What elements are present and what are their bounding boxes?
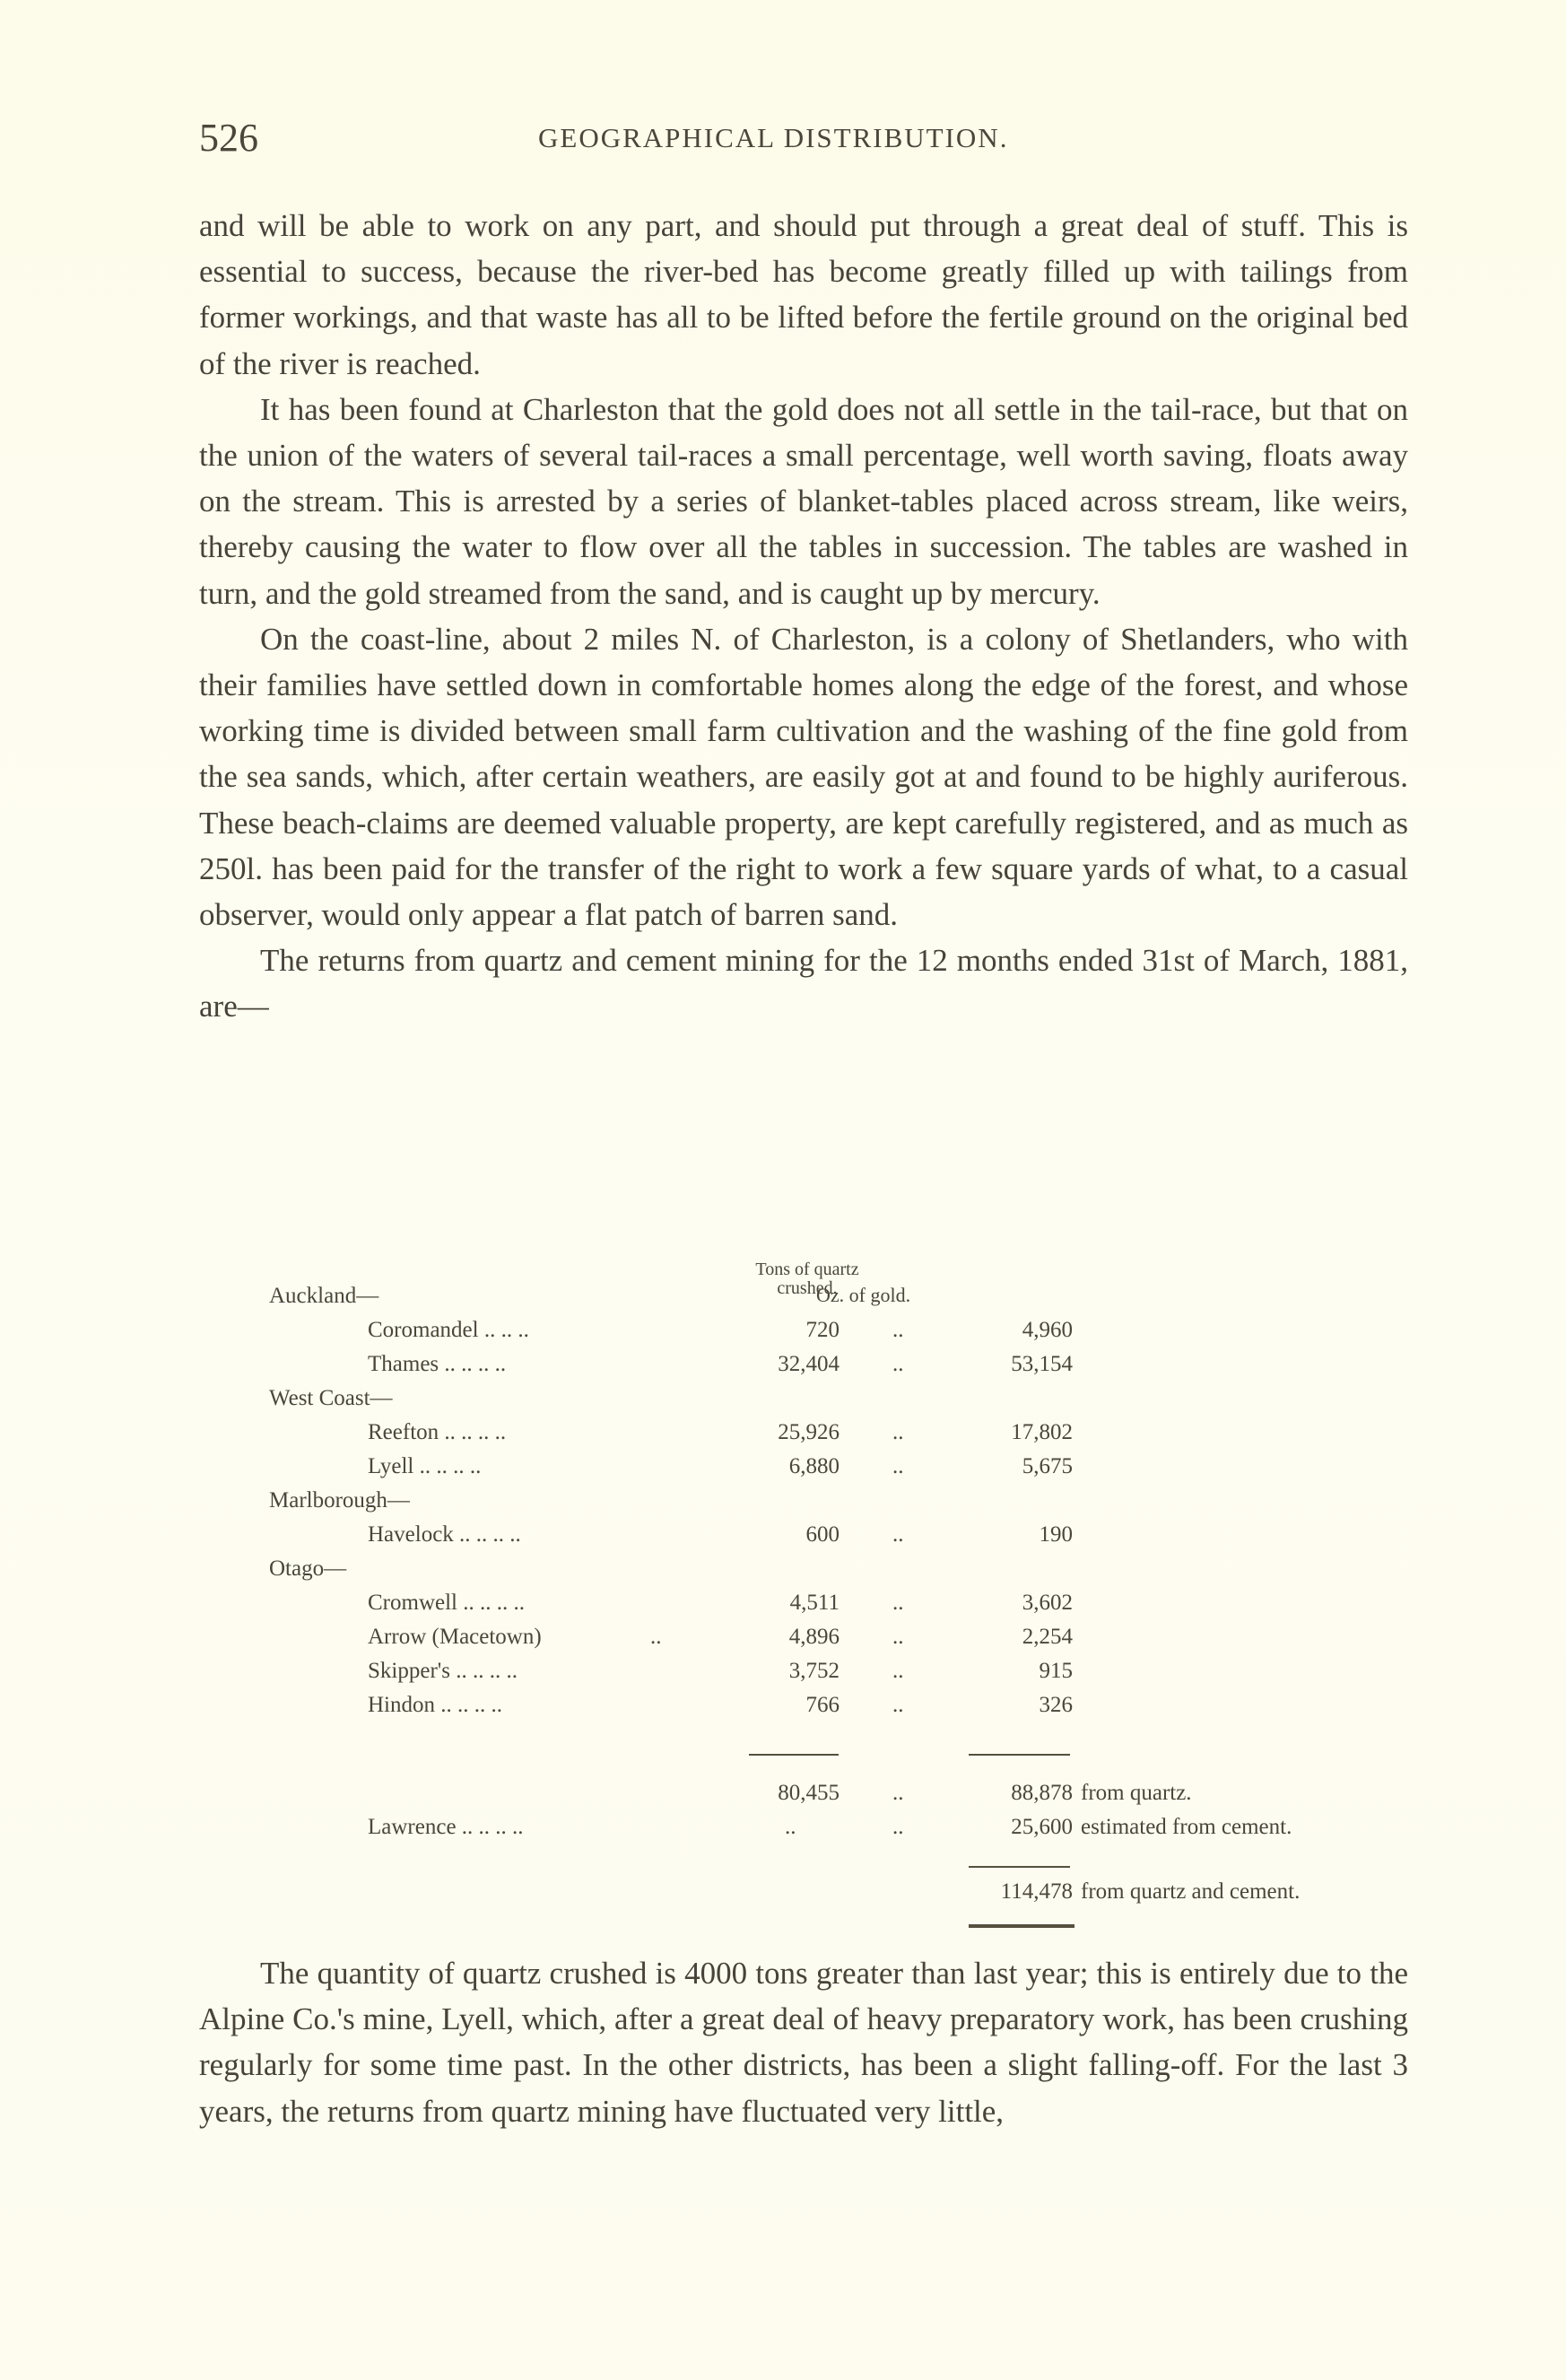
oz-value: 915 (1039, 1659, 1073, 1683)
paragraph-quantity-crushed: The quantity of quartz crushed is 4000 tons greater than last year; this is entirely due to the Alpine Co.'s mine, Lyell, which, after a great deal of heavy preparatory work, has been crushing regularly for some time past. In the other districts, has been a slight falling-off. For the last 3 years, the returns from quartz mining have fluctuated very little, (199, 1956, 1408, 2129)
tons-value: 4,896 (788, 1625, 840, 1649)
group-label: West Coast— (269, 1386, 393, 1410)
table-row (269, 1352, 1435, 1384)
oz-value: 2,254 (1022, 1625, 1073, 1649)
page-number: 526 (199, 116, 258, 160)
tons-value: 6,880 (788, 1454, 840, 1478)
lawrence-note: estimated from cement. (1081, 1815, 1292, 1839)
subtotal-rule-tons (749, 1754, 839, 1756)
oz-value: 17,802 (1011, 1420, 1073, 1444)
separator: .. (892, 1781, 904, 1805)
item-label: Lawrence .. .. .. .. (368, 1815, 524, 1839)
total-tons-value: 80,455 (778, 1781, 840, 1805)
table-row (269, 1454, 1435, 1486)
oz-value: 190 (1039, 1522, 1073, 1547)
grand-total-oz-value: 114,478 (1000, 1879, 1073, 1904)
paragraph-shetlanders: On the coast-line, about 2 miles N. of Charleston, is a colony of Shetlanders, who with their families have settled down in comfortable homes along the edge of the forest, and whose working time is divided between small farm cultivation and the washing of the fine gold from the sea sands, which, after certain weathers, are easily got at and found to be highly auriferous. These beach-claims are deemed valuable property, are kept carefully registered, and as much as 250l. has been paid for the transfer of the right to work a few square yards of what, to a casual observer, would only appear a flat patch of barren sand. (199, 621, 1408, 933)
table-row (269, 1488, 1435, 1521)
item-label: Skipper's .. .. .. .. (368, 1659, 518, 1683)
closing-rule (969, 1924, 1074, 1928)
oz-value: 3,602 (1022, 1591, 1073, 1615)
running-head: GEOGRAPHICAL DISTRIBUTION. (538, 122, 1009, 153)
item-label: Coromandel .. .. .. (368, 1318, 529, 1342)
separator: .. (892, 1420, 904, 1444)
total-oz-value: 88,878 (1011, 1781, 1073, 1805)
table-row (269, 1386, 1435, 1418)
tons-value: .. (785, 1815, 796, 1839)
oz-value: 326 (1039, 1693, 1073, 1717)
item-label: Havelock .. .. .. .. (368, 1522, 521, 1547)
separator: .. (892, 1659, 904, 1683)
body-text-top (199, 203, 1408, 1030)
separator: .. (892, 1693, 904, 1717)
table-row-grand-total (269, 1879, 1435, 1912)
table-row (269, 1522, 1435, 1555)
group-label: Auckland— (269, 1284, 379, 1308)
separator: .. (892, 1454, 904, 1478)
tons-value: 3,752 (788, 1659, 840, 1683)
item-label: Thames .. .. .. .. (368, 1352, 507, 1376)
total-note: from quartz. (1081, 1781, 1192, 1805)
table-row (269, 1556, 1435, 1589)
item-label: Cromwell .. .. .. .. (368, 1591, 525, 1615)
column-header-oz: Oz. of gold. (816, 1284, 911, 1306)
oz-value: 4,960 (1022, 1318, 1073, 1342)
group-label: Marlborough— (269, 1488, 410, 1513)
tons-value: 720 (805, 1318, 840, 1342)
body-text-bottom (199, 1950, 1408, 2134)
paragraph-continuation: and will be able to work on any part, and should put through a great deal of stuff. This is essential to success, because the river-bed has become greatly filled up with tailings from former workings, and that waste has all to be lifted before the fertile ground on the original bed of the river is reached. (199, 208, 1408, 381)
oz-value: 53,154 (1011, 1352, 1073, 1376)
separator: .. (892, 1815, 904, 1839)
table-row (269, 1318, 1435, 1350)
oz-value: 5,675 (1022, 1454, 1073, 1478)
table-row (269, 1659, 1435, 1691)
tons-value: 25,926 (778, 1420, 840, 1444)
table-row (269, 1591, 1435, 1623)
item-label: Arrow (Macetown) (368, 1625, 542, 1649)
paragraph-returns-intro: The returns from quartz and cement mining for the 12 months ended 31st of March, 1881, are— (199, 943, 1408, 1024)
leaders: .. (650, 1625, 662, 1649)
tons-value: 766 (805, 1693, 840, 1717)
column-header-tons-line2: crushed. (777, 1278, 838, 1298)
item-label: Hindon .. .. .. .. (368, 1693, 502, 1717)
paragraph-charleston-tailrace: It has been found at Charleston that the gold does not all settle in the tail-race, but that on the union of the waters of several tail-races a small percentage, well worth saving, floats away on the stream. This is arrested by a series of blanket-tables placed across stream, like weirs, thereby causing the water to flow over all the tables in succession. The tables are washed in turn, and the gold streamed from the sand, and is caught up by mercury. (199, 391, 1408, 611)
table-row (269, 1693, 1435, 1725)
subtotal-rule-oz (969, 1754, 1070, 1756)
item-label: Lyell .. .. .. .. (368, 1454, 482, 1478)
item-label: Reefton .. .. .. .. (368, 1420, 507, 1444)
separator: .. (892, 1318, 904, 1342)
separator: .. (892, 1625, 904, 1649)
grand-total-rule (969, 1866, 1070, 1868)
table-row (269, 1625, 1435, 1657)
separator: .. (892, 1522, 904, 1547)
tons-value: 32,404 (778, 1352, 840, 1376)
table-row-lawrence (269, 1815, 1435, 1847)
table-row-total (269, 1781, 1435, 1813)
separator: .. (892, 1352, 904, 1376)
table-row (269, 1284, 1435, 1316)
grand-total-note: from quartz and cement. (1081, 1879, 1301, 1904)
group-label: Otago— (269, 1556, 347, 1581)
column-header-tons-line1: Tons of quartz (755, 1260, 859, 1279)
separator: .. (892, 1591, 904, 1615)
oz-value: 25,600 (1011, 1815, 1073, 1839)
table-row (269, 1420, 1435, 1452)
tons-value: 4,511 (789, 1591, 840, 1615)
tons-value: 600 (805, 1522, 840, 1547)
